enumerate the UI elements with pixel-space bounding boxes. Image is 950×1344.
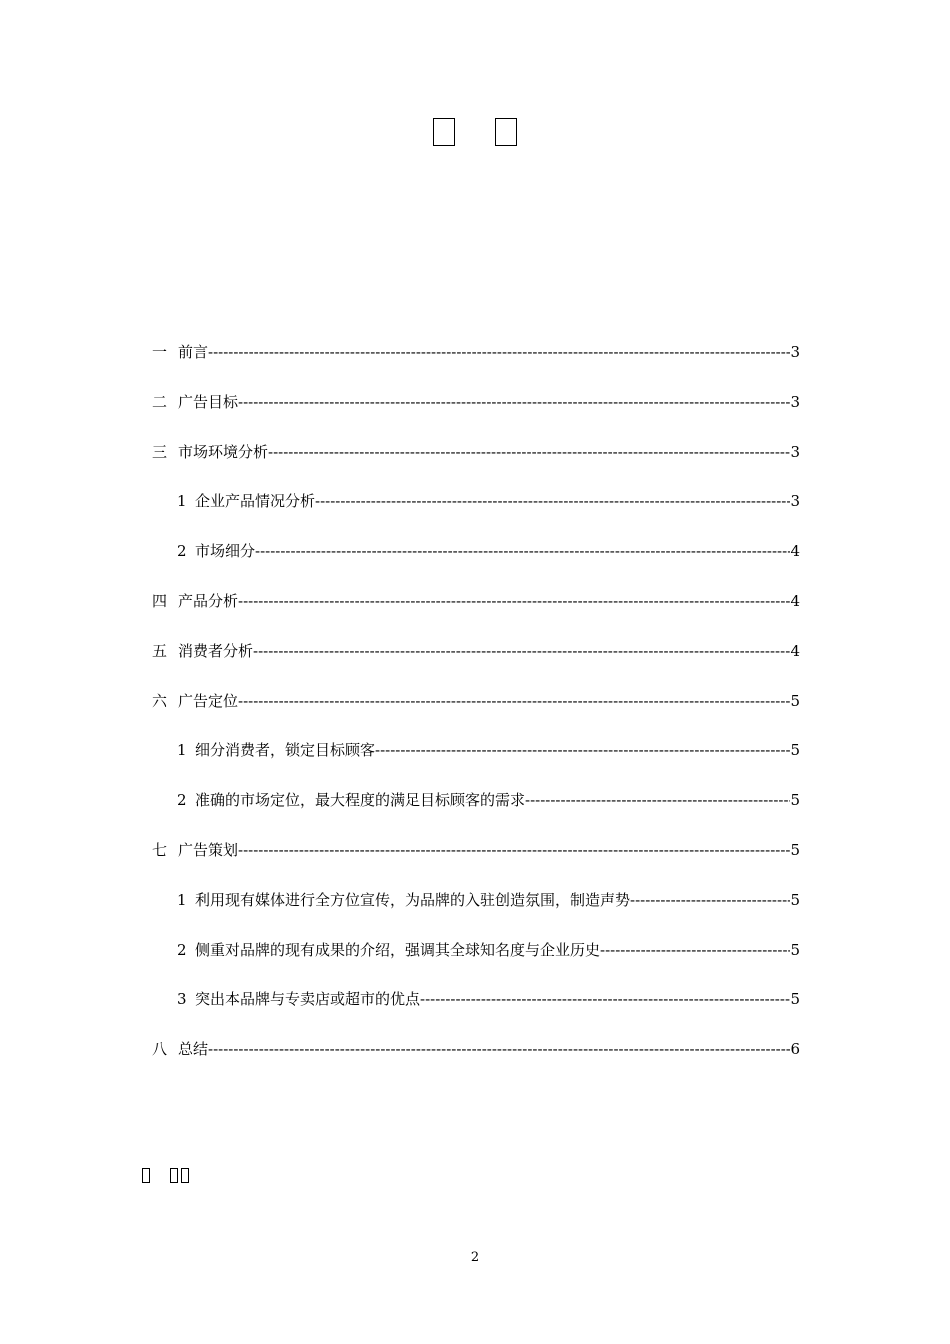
toc-entry-label: 广告定位 xyxy=(178,691,239,710)
toc-entry-number: 1 xyxy=(177,492,187,511)
toc-dash-leader xyxy=(208,340,790,364)
toc-entry[interactable] xyxy=(152,838,800,888)
toc-entry-page: 5 xyxy=(790,691,800,710)
table-of-contents xyxy=(152,340,800,1087)
toc-entry[interactable] xyxy=(152,888,800,938)
toc-dash-leader xyxy=(630,888,790,912)
toc-entry-number: 二 xyxy=(152,392,168,411)
toc-entry-page: 3 xyxy=(790,492,800,511)
toc-dash-leader xyxy=(268,440,790,464)
toc-entry-label: 总结 xyxy=(178,1040,209,1059)
toc-entry-page: 5 xyxy=(790,890,800,909)
toc-entry[interactable] xyxy=(152,738,800,788)
toc-entry-page: 3 xyxy=(790,392,800,411)
toc-entry-label: 前言 xyxy=(178,343,209,361)
toc-dash-leader xyxy=(208,1037,790,1061)
missing-glyph-box-pair xyxy=(170,1168,189,1183)
missing-glyph-box xyxy=(433,118,455,146)
toc-entry-label: 广告目标 xyxy=(178,392,239,411)
toc-entry-label: 细分消费者，锁定目标顾客 xyxy=(195,741,376,760)
toc-entry-page: 5 xyxy=(790,741,800,760)
toc-entry[interactable] xyxy=(152,788,800,838)
toc-entry-label: 侧重对品牌的现有成果的介绍，强调其全球知名度与企业历史 xyxy=(195,940,601,959)
toc-entry-number: 3 xyxy=(177,990,187,1009)
toc-entry[interactable] xyxy=(152,390,800,440)
toc-entry-number: 七 xyxy=(152,840,168,859)
missing-glyph-box xyxy=(142,1168,150,1183)
toc-entry-number: 六 xyxy=(152,691,168,710)
toc-dash-leader xyxy=(238,589,790,613)
section-heading-placeholder xyxy=(142,1168,189,1183)
toc-entry-page: 4 xyxy=(790,641,800,660)
toc-dash-leader xyxy=(420,987,790,1011)
toc-entry-number: 八 xyxy=(152,1040,168,1059)
toc-dash-leader xyxy=(315,489,790,513)
toc-entry-number: 1 xyxy=(177,741,187,760)
toc-entry-number: 1 xyxy=(177,890,187,909)
toc-dash-leader xyxy=(238,390,790,414)
toc-entry-label: 突出本品牌与专卖店或超市的优点 xyxy=(195,990,421,1009)
toc-entry-label: 市场细分 xyxy=(195,542,256,561)
toc-dash-leader xyxy=(238,689,790,713)
toc-entry-label: 利用现有媒体进行全方位宣传，为品牌的入驻创造氛围，制造声势 xyxy=(195,890,631,909)
toc-entry[interactable] xyxy=(152,938,800,988)
toc-entry-number: 五 xyxy=(152,641,168,660)
toc-entry-page: 4 xyxy=(790,591,800,610)
toc-entry-label: 准确的市场定位，最大程度的满足目标顾客的需求 xyxy=(195,791,526,810)
toc-dash-leader xyxy=(253,639,790,663)
missing-glyph-box xyxy=(170,1168,178,1183)
toc-entry[interactable] xyxy=(152,440,800,490)
toc-entry-page: 4 xyxy=(790,542,800,561)
toc-entry-page: 3 xyxy=(790,343,800,361)
toc-dash-leader xyxy=(255,539,790,563)
toc-entry-number: 三 xyxy=(152,442,168,461)
toc-dash-leader xyxy=(375,738,790,762)
toc-entry-label: 广告策划 xyxy=(178,840,239,859)
toc-entry[interactable] xyxy=(152,589,800,639)
toc-entry-page: 5 xyxy=(790,840,800,859)
toc-entry-number: 一 xyxy=(152,343,168,361)
toc-entry-page: 6 xyxy=(790,1040,800,1059)
missing-glyph-box xyxy=(181,1168,189,1183)
toc-entry-page: 5 xyxy=(790,791,800,810)
toc-dash-leader xyxy=(238,838,790,862)
toc-entry-page: 5 xyxy=(790,940,800,959)
toc-entry-page: 5 xyxy=(790,990,800,1009)
toc-entry[interactable] xyxy=(152,340,800,390)
page-title xyxy=(0,112,950,146)
toc-dash-leader xyxy=(600,938,790,962)
toc-dash-leader xyxy=(525,788,790,812)
toc-entry[interactable] xyxy=(152,539,800,589)
toc-entry[interactable] xyxy=(152,639,800,689)
toc-entry-number: 2 xyxy=(177,940,187,959)
toc-entry[interactable] xyxy=(152,1037,800,1087)
toc-entry-label: 产品分析 xyxy=(178,591,239,610)
toc-entry[interactable] xyxy=(152,689,800,739)
toc-entry-number: 2 xyxy=(177,542,187,561)
toc-entry-page: 3 xyxy=(790,442,800,461)
toc-entry-number: 四 xyxy=(152,591,168,610)
toc-entry-label: 消费者分析 xyxy=(178,641,254,660)
toc-entry[interactable] xyxy=(152,987,800,1037)
toc-entry[interactable] xyxy=(152,489,800,539)
missing-glyph-box xyxy=(495,118,517,146)
toc-entry-number: 2 xyxy=(177,791,187,810)
page-number: 2 xyxy=(470,1250,480,1265)
toc-entry-label: 市场环境分析 xyxy=(178,442,269,461)
toc-entry-label: 企业产品情况分析 xyxy=(195,492,316,511)
